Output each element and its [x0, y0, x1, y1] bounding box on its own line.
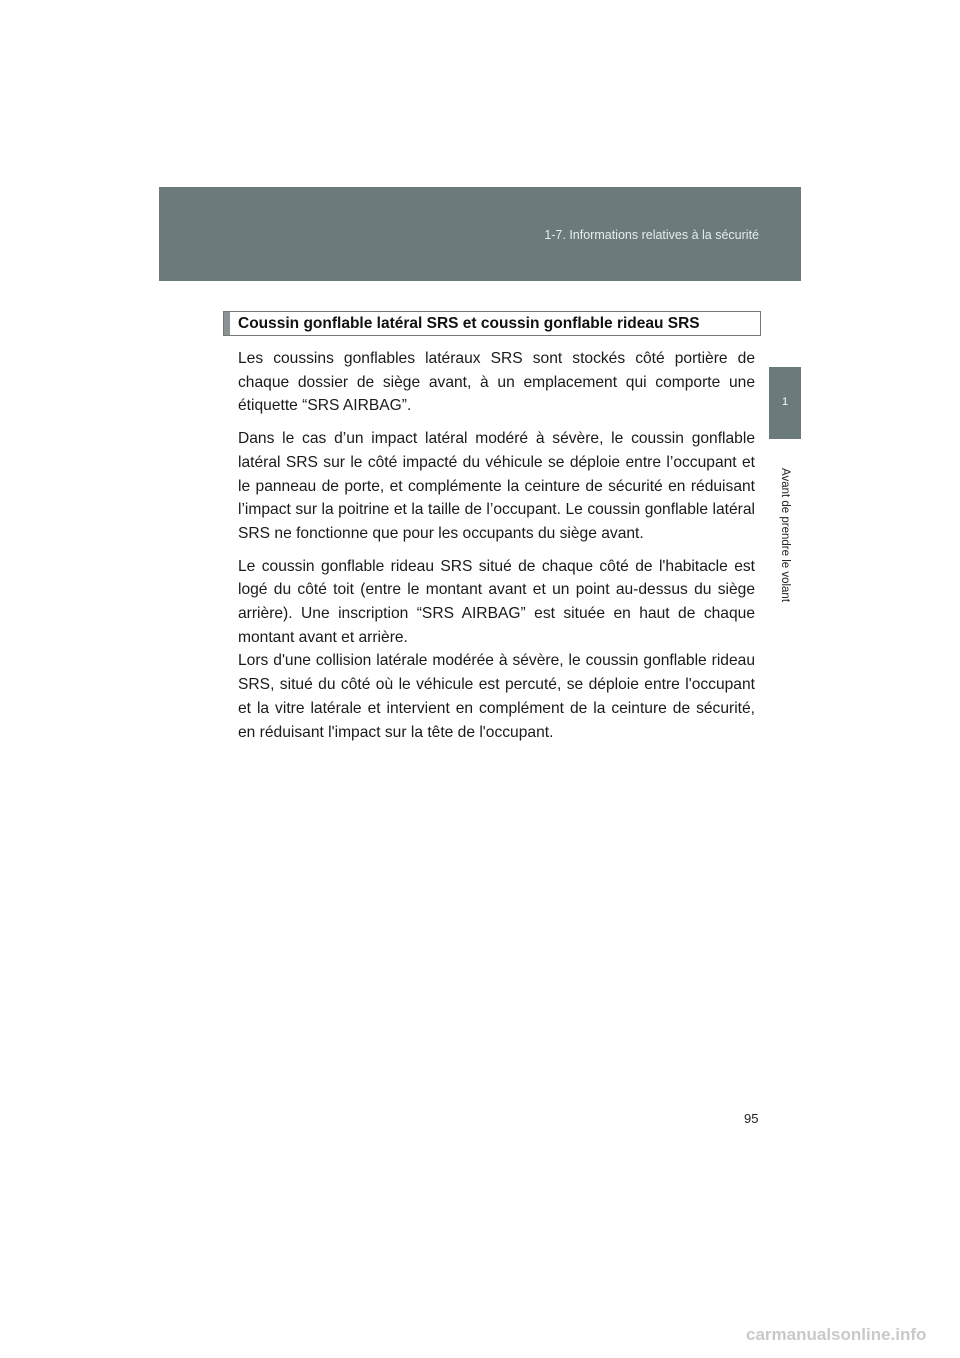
section-heading-bar [224, 312, 230, 335]
chapter-number: 1 [781, 396, 789, 408]
paragraph: Les coussins gonflables latéraux SRS sont stockés côté portière de chaque dossier de siège avant, à un emplacement qui comporte une étiquette “SRS AIRBAG”. [238, 350, 755, 415]
body-text [238, 347, 755, 753]
paragraph: Le coussin gonflable rideau SRS situé de chaque côté de l'habitacle est logé du côté toit (entre le montant avant et un point au-dessus du siège arrière). Une inscription “SRS AIRBAG” est située en haut de chaque montant avant et arrière. [238, 557, 755, 646]
chapter-header [159, 187, 801, 281]
paragraph: Lors d'une collision latérale modérée à sévère, le coussin gonflable rideau SRS, situé du côté où le véhicule est percuté, se déploie entre l'occupant et la vitre latérale et intervient en complément de la ceinture de sécurité, en réduisant l'impact sur la tête de l'occupant. [238, 652, 755, 741]
section-heading-box [223, 311, 761, 336]
watermark-logo: carmanualsonline.info [746, 1325, 927, 1344]
section-heading: Coussin gonflable latéral SRS et coussin gonflable rideau SRS [238, 315, 700, 332]
chapter-tab [769, 367, 801, 439]
paragraph: Dans le cas d’un impact latéral modéré à sévère, le coussin gonflable latéral SRS sur le côté impacté du véhicule se déploie entre l’occupant et le panneau de porte, et complémente la ceinture de sécurité en réduisant l’impact sur la poitrine et la taille de l’occupant. Le coussin gonflable latéral SRS ne fonctionne que pour les occupants du siège avant. [238, 430, 755, 542]
page-number: 95 [744, 1111, 759, 1126]
chapter-side-label: Avant de prendre le volant [779, 467, 791, 603]
chapter-title: 1-7. Informations relatives à la sécurité [544, 228, 759, 242]
